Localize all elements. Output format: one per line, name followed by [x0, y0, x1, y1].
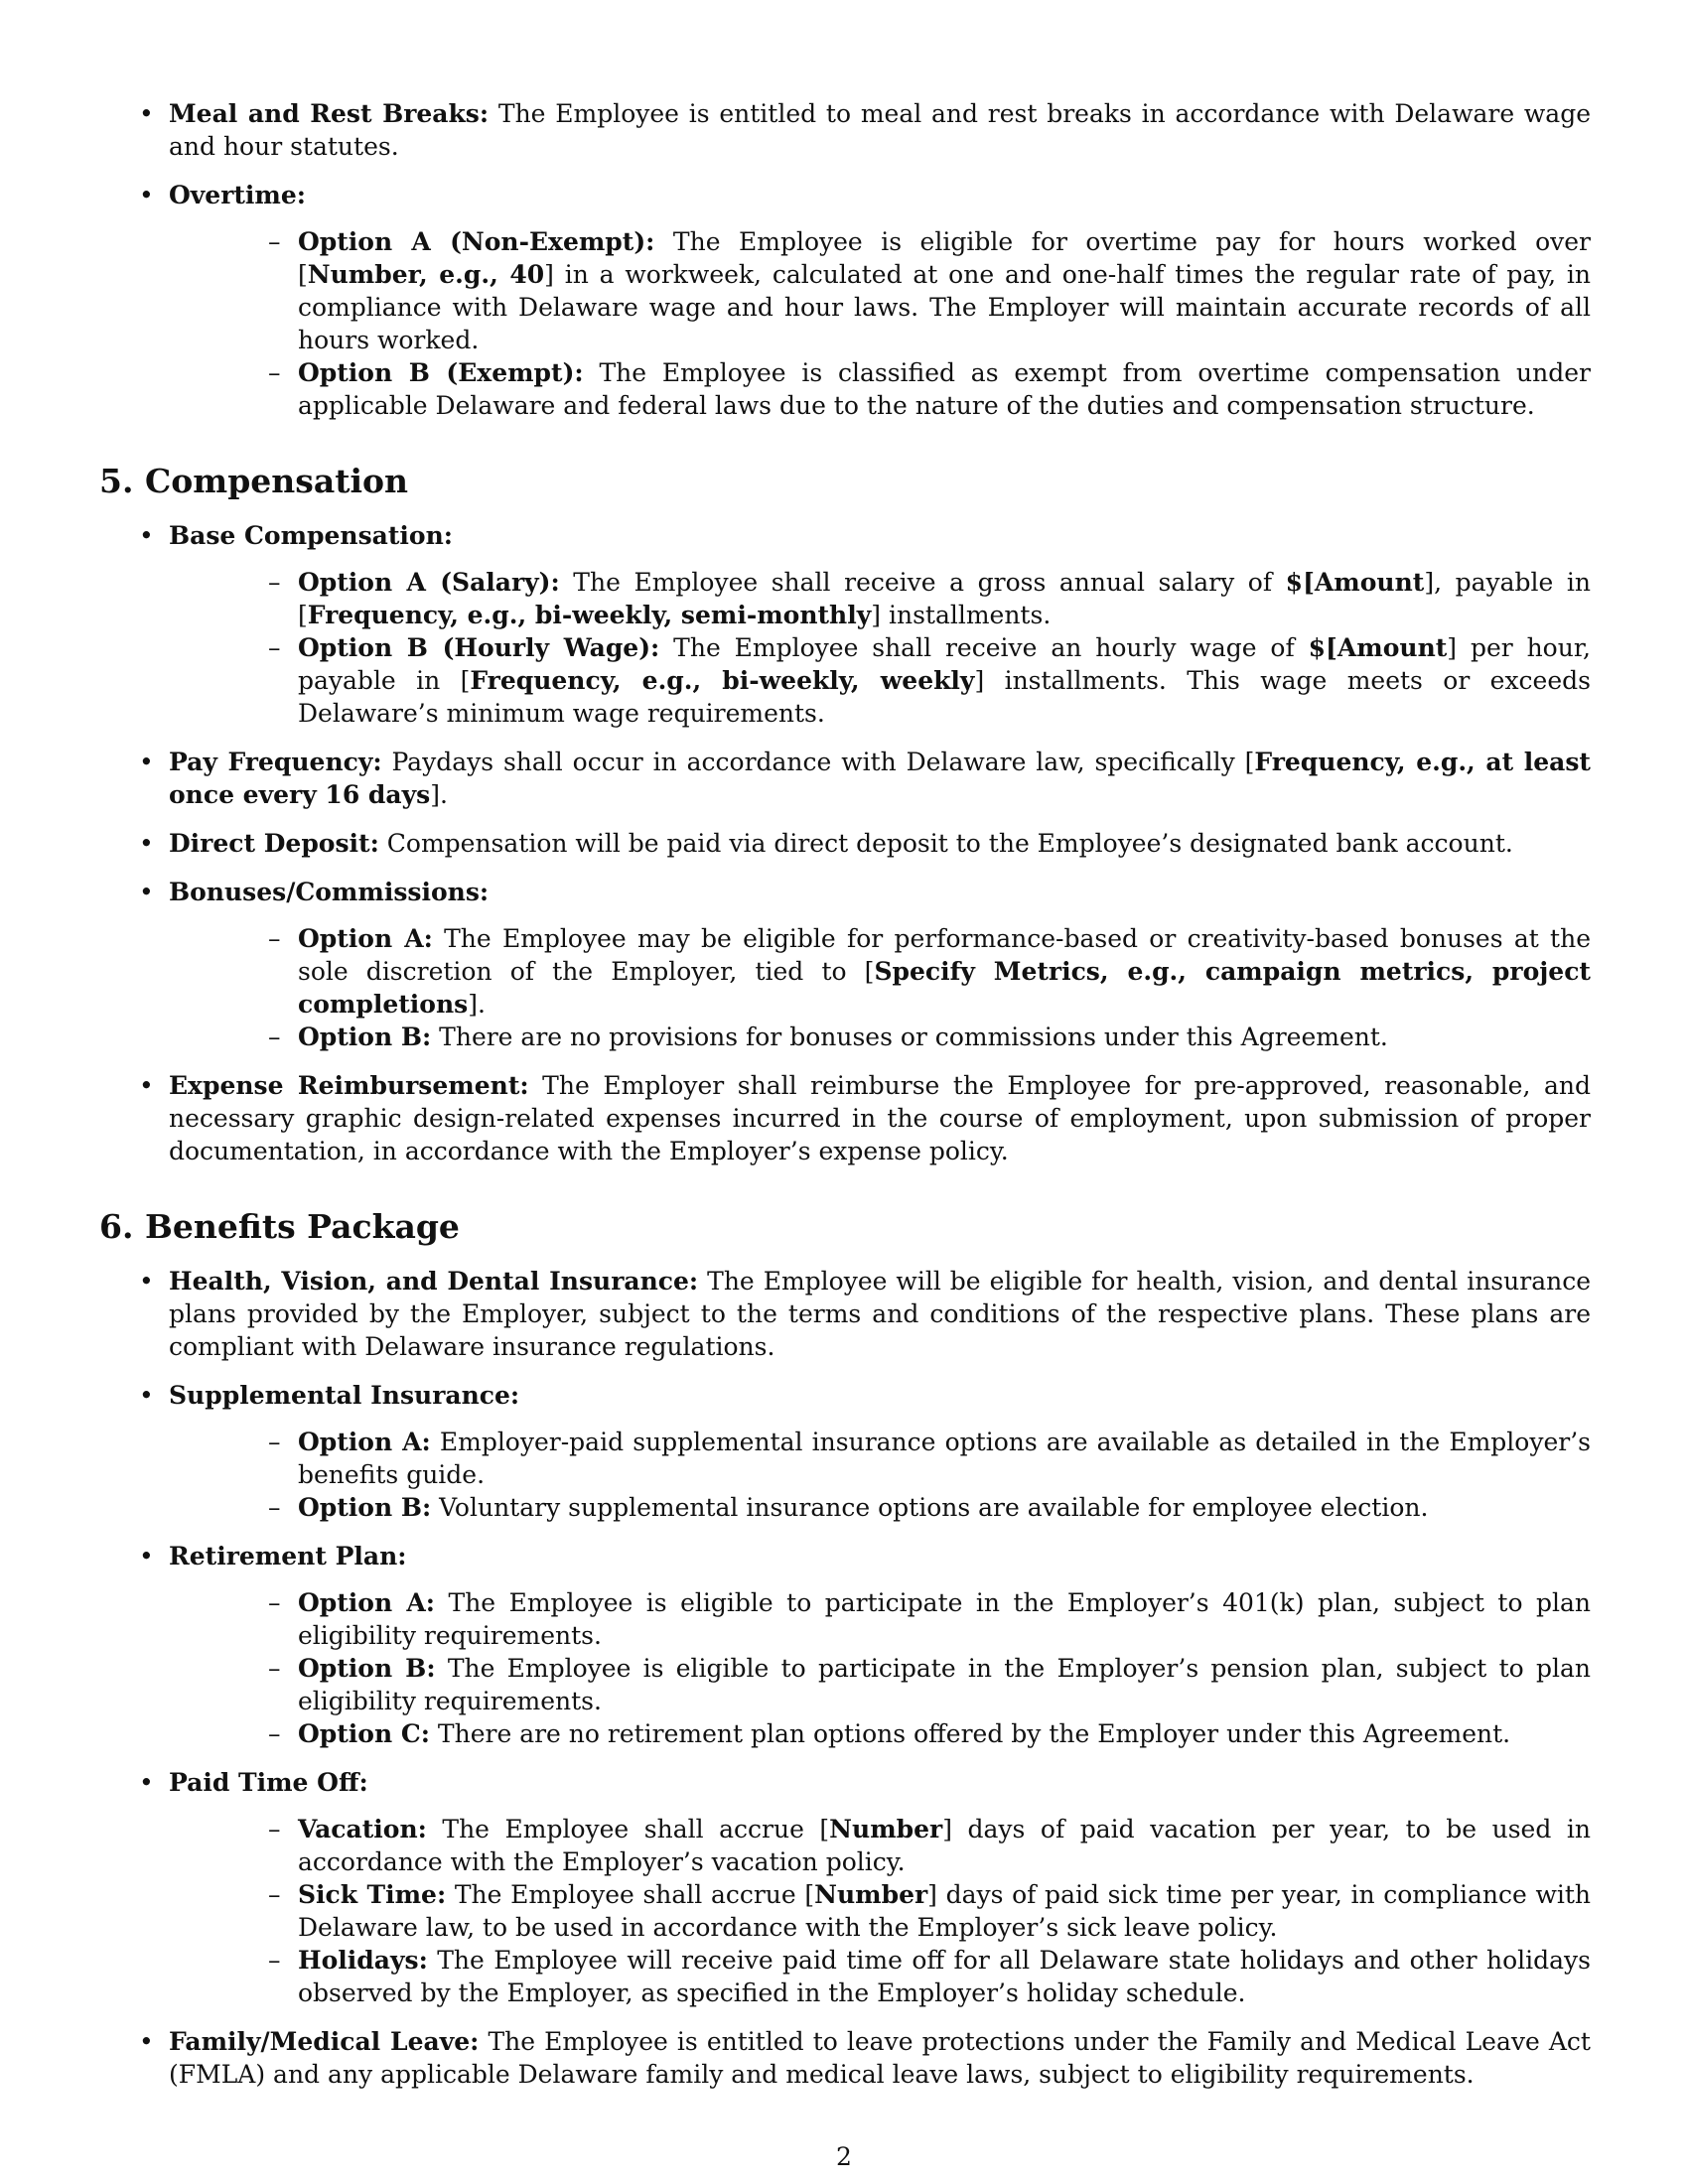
bonus-option-a	[169, 922, 1591, 1021]
item-label: Meal and Rest Breaks:	[169, 99, 490, 128]
item-label: Base Compensation:	[169, 521, 453, 550]
placeholder-text: Frequency, e.g., at least once every 16 days	[169, 748, 1591, 809]
option-text: The Employee is eligible to participate in the Employer’s 401(k) plan, subject to plan eligibility requirements.	[298, 1588, 1591, 1650]
placeholder-text: Number	[814, 1880, 928, 1909]
option-text: ], payable in [	[298, 568, 1591, 629]
option-text: Voluntary supplemental insurance options are available for employee election.	[431, 1493, 1429, 1522]
item-text: The Employee is entitled to meal and rest breaks in accordance with Delaware wage and hour statutes.	[169, 99, 1592, 161]
placeholder-text: $[Amount	[1308, 633, 1448, 662]
section-heading-compensation	[99, 462, 1591, 501]
item-label: Expense Reimbursement:	[169, 1071, 529, 1100]
placeholder-text: Frequency, e.g., bi-weekly, semi-monthly	[307, 601, 872, 629]
retirement-option-c	[169, 1717, 1591, 1750]
option-label: Option C:	[298, 1719, 430, 1748]
option-text: There are no retirement plan options offered by the Employer under this Agreement.	[429, 1719, 1511, 1748]
item-text: The Employee is entitled to leave protections under the Family and Medical Leave Act (FMLA) and any applicable Delaware family and medical leave laws, subject to eligibility requirements.	[169, 2027, 1591, 2089]
supplemental-option-b	[169, 1491, 1591, 1524]
retirement-option-a	[169, 1586, 1591, 1652]
option-text: Employer-paid supplemental insurance options are available as detailed in the Employer’s benefits guide.	[298, 1428, 1591, 1489]
option-text: ].	[468, 990, 486, 1019]
option-text: The Employee is classified as exempt from overtime compensation under applicable Delaware and federal laws due to the nature of the duties and compensation structure.	[298, 358, 1591, 420]
paid-time-off-item	[99, 1766, 1591, 2009]
option-label: Option A:	[298, 924, 433, 953]
option-text: The Employee is eligible for overtime pay for hours worked over [	[298, 227, 1591, 289]
overtime-options	[169, 225, 1591, 422]
family-medical-leave-item	[99, 2025, 1591, 2091]
option-text: ] per hour, payable in [	[298, 633, 1591, 695]
sick-time-option	[169, 1878, 1591, 1944]
supplemental-options	[169, 1426, 1591, 1524]
bonus-option-b	[169, 1021, 1591, 1053]
retirement-options	[169, 1586, 1591, 1750]
direct-deposit-item	[99, 827, 1591, 860]
vacation-option	[169, 1813, 1591, 1878]
option-text: The Employee shall receive an hourly wage of	[659, 633, 1309, 662]
item-text: Compensation will be paid via direct deposit to the Employee’s designated bank account.	[378, 829, 1513, 858]
option-text: The Employee shall accrue [	[446, 1880, 815, 1909]
option-text: ] installments. This wage meets or exceeds Delaware’s minimum wage requirements.	[298, 666, 1591, 728]
option-text: ] days of paid sick time per year, in compliance with Delaware law, to be used in accordance with the Employer’s sick leave policy.	[298, 1880, 1592, 1942]
expense-reimbursement-item	[99, 1069, 1591, 1167]
item-text: Paydays shall occur in accordance with Delaware law, specifically [	[381, 748, 1255, 776]
option-label: Option B:	[298, 1654, 436, 1683]
section-title: Compensation	[145, 462, 408, 500]
option-label: Holidays:	[298, 1946, 428, 1975]
option-text: There are no provisions for bonuses or commissions under this Agreement.	[431, 1023, 1388, 1051]
retirement-plan-item	[99, 1540, 1591, 1750]
item-text: ].	[430, 780, 448, 809]
hourly-wage-option	[169, 631, 1591, 730]
item-label: Retirement Plan:	[169, 1542, 407, 1570]
base-compensation-item	[99, 519, 1591, 730]
item-label: Health, Vision, and Dental Insurance:	[169, 1267, 699, 1296]
item-text: The Employee will be eligible for health, vision, and dental insurance plans provided by the Employer, subject to the terms and conditions of the respective plans. These plans are compliant with Delaware insurance regulations.	[169, 1267, 1591, 1361]
supplemental-option-a	[169, 1426, 1591, 1491]
option-text: ] in a workweek, calculated at one and one-half times the regular rate of pay, in compliance with Delaware wage and hour laws. The Employer will maintain accurate records of all hours worked.	[298, 260, 1591, 354]
placeholder-text: Number, e.g., 40	[307, 260, 545, 289]
overtime-item	[99, 179, 1591, 422]
section-title: Benefits Package	[145, 1207, 460, 1246]
item-label: Pay Frequency:	[169, 748, 382, 776]
option-label: Sick Time:	[298, 1880, 447, 1909]
page-number: 2	[836, 2142, 852, 2171]
option-label: Option A (Non-Exempt):	[298, 227, 655, 256]
item-label: Overtime:	[169, 181, 307, 209]
option-text: ] installments.	[871, 601, 1052, 629]
overtime-option-b	[169, 356, 1591, 422]
option-text: The Employee may be eligible for performance-based or creativity-based bonuses at the sole discretion of the Employer, tied to [	[298, 924, 1591, 986]
option-label: Option B:	[298, 1023, 432, 1051]
section-number: 6.	[99, 1207, 134, 1246]
option-text: The Employee shall accrue [	[426, 1815, 830, 1843]
salary-option	[169, 566, 1591, 631]
item-label: Paid Time Off:	[169, 1768, 368, 1797]
option-label: Option B (Hourly Wage):	[298, 633, 660, 662]
overtime-option-a	[169, 225, 1591, 356]
base-compensation-options	[169, 566, 1591, 730]
placeholder-text: Frequency, e.g., bi-weekly, weekly	[470, 666, 975, 695]
placeholder-text: $[Amount	[1285, 568, 1425, 597]
bonuses-options	[169, 922, 1591, 1053]
section-number: 5.	[99, 462, 134, 500]
pay-frequency-item	[99, 746, 1591, 811]
bonuses-item	[99, 876, 1591, 1053]
page-content	[99, 97, 1591, 2107]
item-text: The Employer shall reimburse the Employee for pre-approved, reasonable, and necessary graphic design-related expenses incurred in the course of employment, upon submission of proper documentation, in accordance with the Employer’s expense policy.	[169, 1071, 1591, 1165]
option-text: The Employee shall receive a gross annual salary of	[559, 568, 1286, 597]
option-label: Option A (Salary):	[298, 568, 560, 597]
item-label: Supplemental Insurance:	[169, 1381, 520, 1410]
retirement-option-b	[169, 1652, 1591, 1717]
item-label: Bonuses/Commissions:	[169, 878, 490, 906]
option-text: ] days of paid vacation per year, to be used in accordance with the Employer’s vacation policy.	[298, 1815, 1591, 1876]
option-label: Option A:	[298, 1588, 436, 1617]
option-label: Option A:	[298, 1428, 431, 1456]
meal-breaks-item	[99, 97, 1591, 163]
option-text: The Employee will receive paid time off for all Delaware state holidays and other holidays observed by the Employer, as specified in the Employer’s holiday schedule.	[298, 1946, 1591, 2007]
health-insurance-item	[99, 1265, 1591, 1363]
paid-time-off-options	[169, 1813, 1591, 2009]
item-label: Direct Deposit:	[169, 829, 379, 858]
item-label: Family/Medical Leave:	[169, 2027, 480, 2056]
placeholder-text: Specify Metrics, e.g., campaign metrics, project completions	[298, 957, 1591, 1019]
holidays-option	[169, 1944, 1591, 2009]
option-label: Option B:	[298, 1493, 432, 1522]
supplemental-insurance-item	[99, 1379, 1591, 1524]
placeholder-text: Number	[829, 1815, 943, 1843]
option-text: The Employee is eligible to participate in the Employer’s pension plan, subject to plan eligibility requirements.	[298, 1654, 1591, 1715]
section-heading-benefits	[99, 1207, 1591, 1247]
option-label: Vacation:	[298, 1815, 427, 1843]
option-label: Option B (Exempt):	[298, 358, 584, 387]
